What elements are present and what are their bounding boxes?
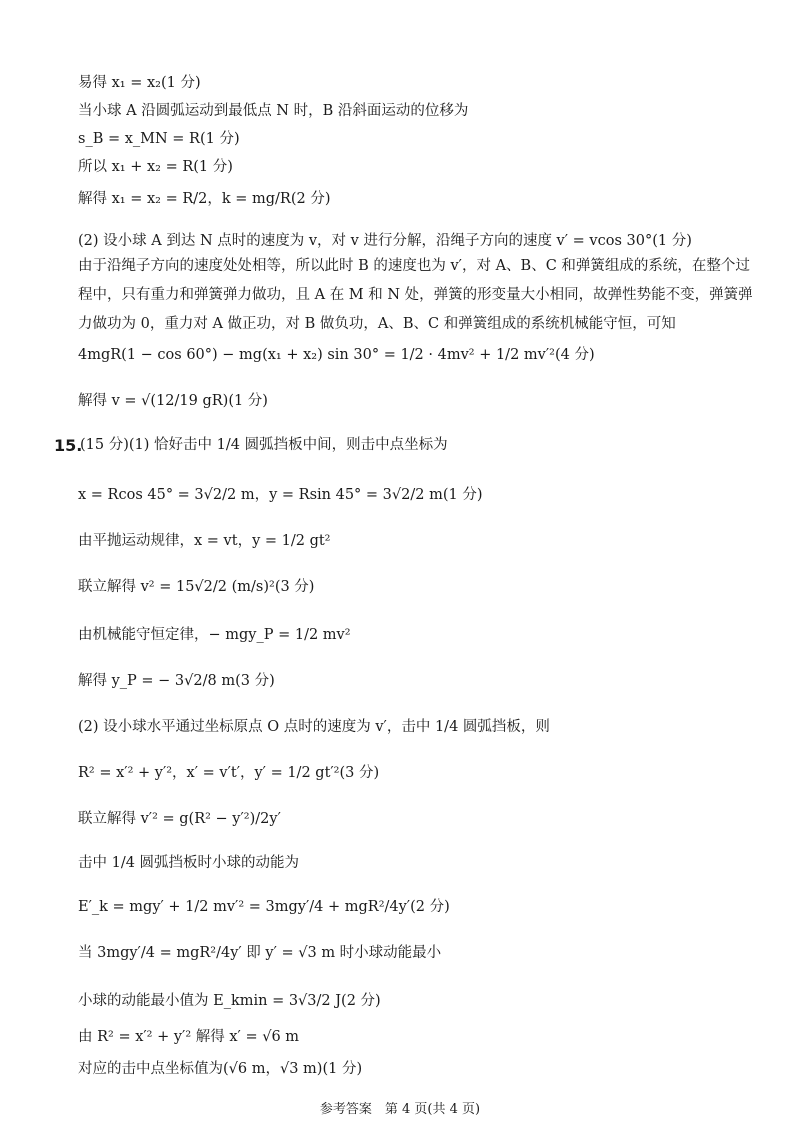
- text-line-24: 由 R² = x′² + y′² 解得 x′ = √6 m: [78, 1029, 300, 1045]
- text-line-16: 解得 y_P = − 3√2/8 m(3 分): [78, 673, 275, 689]
- question-15-intro: (15 分)(1) 恰好击中 1/4 圆弧挡板中间，则击中点坐标为: [80, 437, 448, 453]
- text-paragraph: 由于沿绳子方向的速度处处相等，所以此时 B 的速度也为 v′，对 A、B、C 和弹簧组成的系统，在整个过程中，只有重力和弹簧弹力做功，且 A 在 M 和 N 处，弹簧的形变量大小相同，故弹性势能不变，弹簧弹力做功为 0，重力对 A 做正功，对 B 做负功，A、B、C 和弹簧组成的系统机械能守恒，可知: [78, 258, 753, 332]
- text-line-2: 当小球 A 沿圆弧运动到最低点 N 时，B 沿斜面运动的位移为: [78, 103, 469, 119]
- text-line-14: 联立解得 v² = 15√2/2 (m/s)²(3 分): [78, 579, 315, 595]
- question-number: 15.: [54, 436, 83, 455]
- text-line-15: 由机械能守恒定律，− mgy_P = 1/2 mv²: [78, 627, 351, 643]
- text-line-21: E′_k = mgy′ + 1/2 mv′² = 3mgy′/4 + mgR²/4y′(2 分): [78, 899, 450, 915]
- text-line-4: 所以 x₁ + x₂ = R(1 分): [78, 159, 233, 175]
- text-line-6: (2) 设小球 A 到达 N 点时的速度为 v，对 v 进行分解，沿绳子方向的速度 v′ = vcos 30°(1 分): [78, 233, 692, 249]
- text-line-18: R² = x′² + y′²，x′ = v′t′，y′ = 1/2 gt′²(3 分): [78, 765, 380, 781]
- text-line-22: 当 3mgy′/4 = mgR²/4y′ 即 y′ = √3 m 时小球动能最小: [78, 945, 442, 961]
- text-line-25: 对应的击中点坐标值为(√6 m，√3 m)(1 分): [78, 1061, 363, 1077]
- text-line-23: 小球的动能最小值为 E_kmin = 3√3/2 J(2 分): [78, 993, 381, 1009]
- text-line-13: 由平抛运动规律，x = vt，y = 1/2 gt²: [78, 533, 331, 549]
- text-line-17: (2) 设小球水平通过坐标原点 O 点时的速度为 v′，击中 1/4 圆弧挡板，则: [78, 719, 550, 735]
- text-line-19: 联立解得 v′² = g(R² − y′²)/2y′: [78, 811, 281, 827]
- text-line-3: s_B = x_MN = R(1 分): [78, 131, 240, 147]
- text-line-9: 解得 v = √(12/19 gR)(1 分): [78, 393, 268, 409]
- page-footer: 参考答案 第 4 页(共 4 页): [319, 1102, 481, 1117]
- text-line-20: 击中 1/4 圆弧挡板时小球的动能为: [78, 855, 300, 871]
- text-line-12: x = Rcos 45° = 3√2/2 m，y = Rsin 45° = 3√2/2 m(1 分): [78, 487, 483, 503]
- equation-energy: 4mgR(1 − cos 60°) − mg(x₁ + x₂) sin 30° = 1/2 · 4mv² + 1/2 mv′²(4 分): [78, 347, 595, 363]
- text-line-1: 易得 x₁ = x₂(1 分): [78, 75, 201, 91]
- text-line-5: 解得 x₁ = x₂ = R/2，k = mg/R(2 分): [78, 191, 331, 207]
